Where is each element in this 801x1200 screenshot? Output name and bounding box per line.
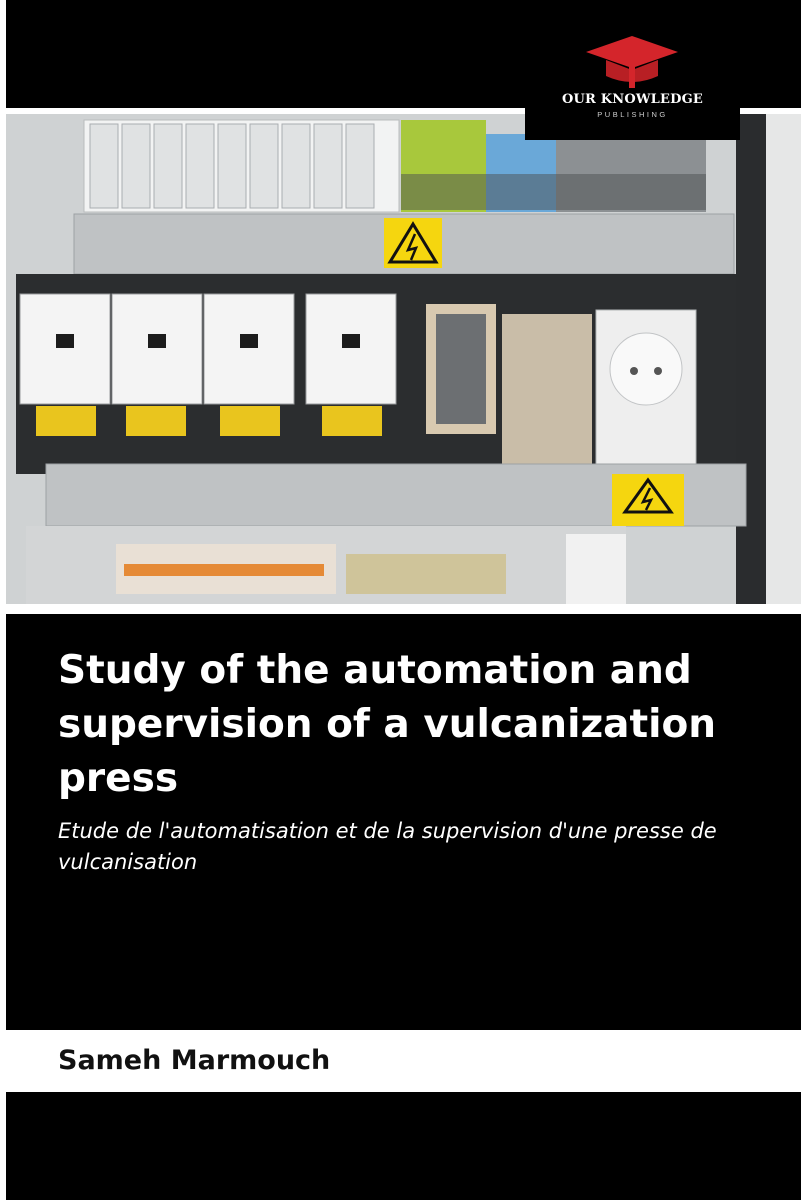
- graduation-cap-icon: [582, 34, 682, 92]
- warning-sign-upper: [384, 218, 442, 268]
- cover-photo-electrical-panel: [6, 114, 801, 604]
- book-subtitle: Etude de l'automatisation et de la supervision d'une presse de vulcanisation: [58, 819, 717, 874]
- publisher-subtitle: PUBLISHING: [597, 110, 668, 119]
- title-panel: [6, 614, 801, 1030]
- author-name: Sameh Marmouch: [58, 1045, 331, 1076]
- warning-sign-lower: [612, 474, 684, 526]
- publisher-name: OUR KNOWLEDGE: [561, 92, 704, 107]
- breaker-row: [84, 120, 399, 212]
- bottom-black-band: [6, 1092, 801, 1200]
- publisher-logo: [525, 30, 740, 140]
- book-title: Study of the automation and supervision of a vulcanization press: [58, 648, 717, 801]
- author-band: [0, 1030, 801, 1092]
